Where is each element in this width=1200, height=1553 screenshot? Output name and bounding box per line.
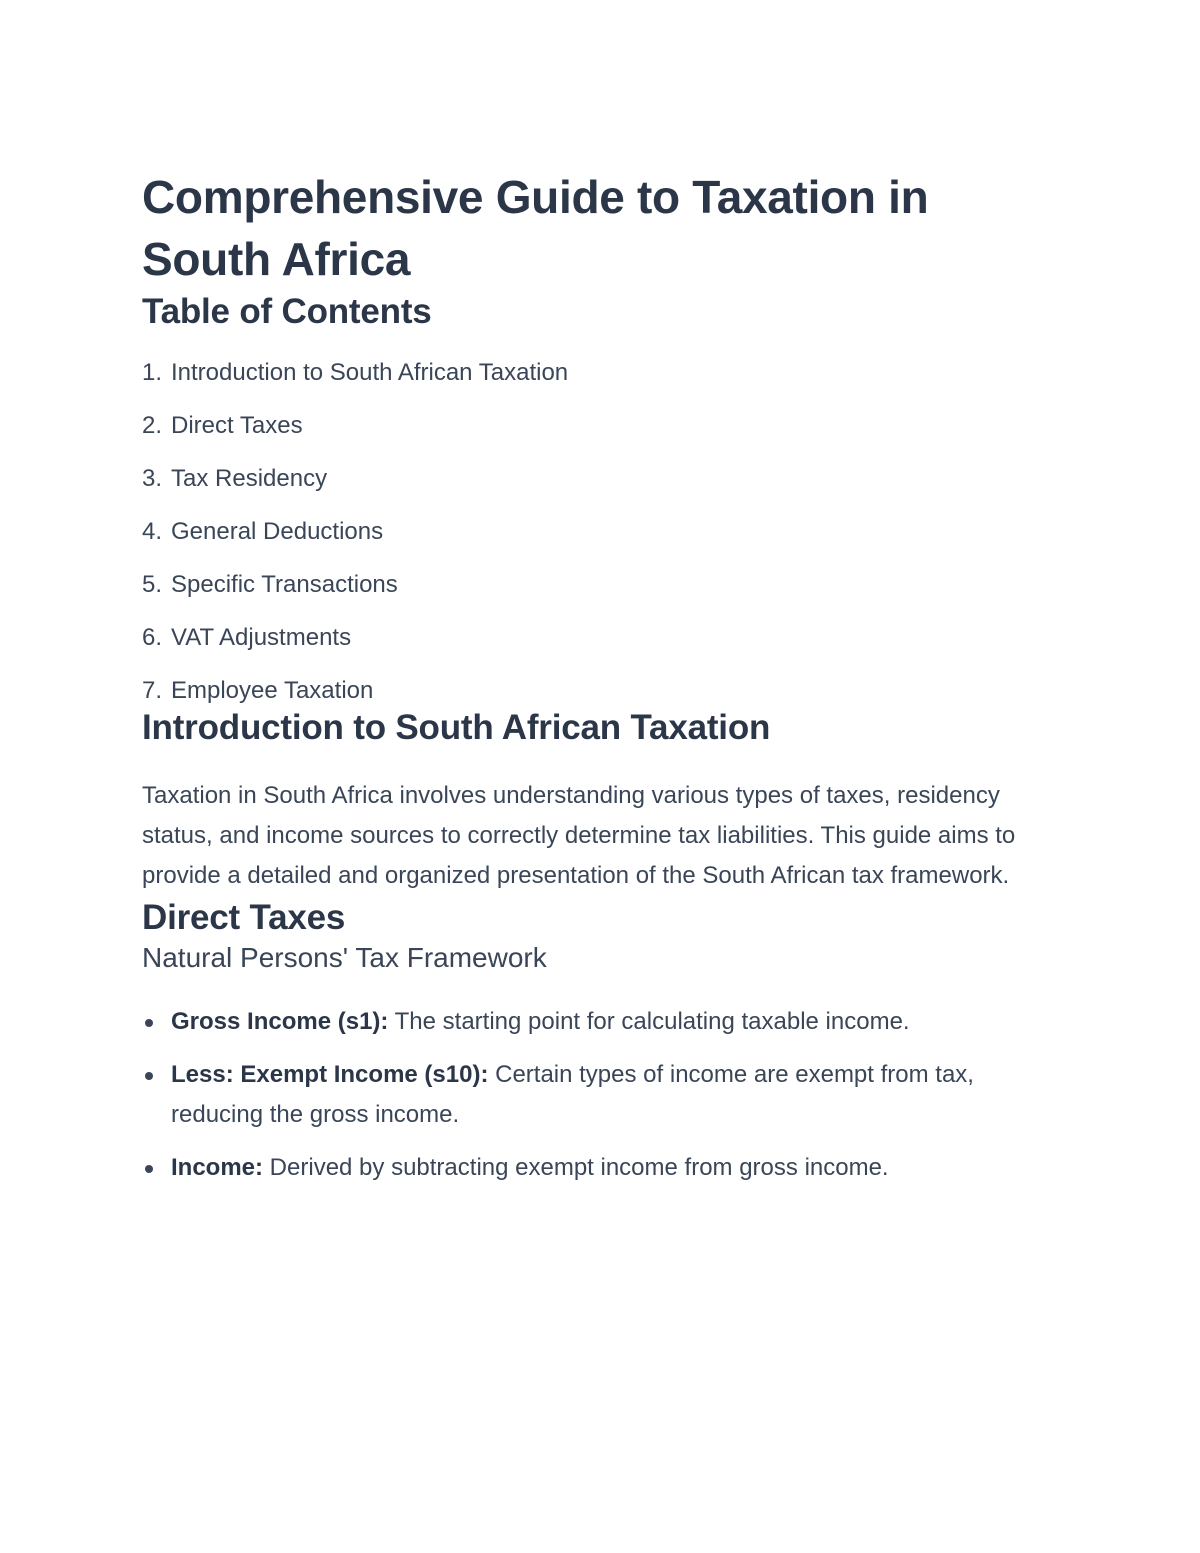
list-item bbox=[142, 1002, 1071, 1042]
list-item-text: Derived by subtracting exempt income from gross income. bbox=[263, 1154, 889, 1181]
toc-item[interactable] bbox=[142, 464, 1060, 494]
toc-item-number: 3. bbox=[142, 465, 163, 492]
list-item-term: Gross Income (s1): bbox=[171, 1008, 389, 1035]
toc-item-number: 2. bbox=[142, 412, 163, 439]
toc-item[interactable] bbox=[142, 570, 1060, 600]
tax-framework-list bbox=[142, 1002, 1060, 1188]
toc-item[interactable] bbox=[142, 358, 1060, 388]
toc-item-label: Tax Residency bbox=[171, 465, 328, 492]
toc-item-label: Specific Transactions bbox=[171, 571, 398, 598]
list-item-text: The starting point for calculating taxable income. bbox=[388, 1008, 910, 1035]
toc-item-number: 5. bbox=[142, 571, 163, 598]
list-item-text: Certain types of income are exempt from tax, reducing the gross income. bbox=[171, 1061, 974, 1128]
direct-taxes-heading: Direct Taxes bbox=[142, 898, 346, 937]
toc-item-label: General Deductions bbox=[171, 518, 384, 545]
toc-item-number: 4. bbox=[142, 518, 163, 545]
toc-item[interactable] bbox=[142, 517, 1060, 547]
list-item bbox=[142, 1055, 1071, 1135]
toc-item-number: 6. bbox=[142, 624, 163, 651]
toc-item-number: 1. bbox=[142, 359, 163, 386]
toc-item-label: Direct Taxes bbox=[171, 412, 303, 439]
toc-item-label: VAT Adjustments bbox=[171, 624, 352, 651]
introduction-heading: Introduction to South African Taxation bbox=[142, 708, 771, 747]
toc-item[interactable] bbox=[142, 623, 1060, 653]
list-item bbox=[142, 1148, 1071, 1188]
toc-item-label: Introduction to South African Taxation bbox=[171, 359, 569, 386]
document-title: Comprehensive Guide to Taxation in South Africa bbox=[142, 171, 929, 285]
toc-heading: Table of Contents bbox=[142, 292, 432, 331]
toc-item[interactable] bbox=[142, 676, 1060, 706]
toc-item-number: 7. bbox=[142, 677, 163, 704]
introduction-paragraph: Taxation in South Africa involves understanding various types of taxes, residency status, and income sources to correctly determine tax liabilities. This guide aims to provide a detailed and organized presentation of the South African tax framework. bbox=[142, 782, 1016, 889]
list-item-term: Income: bbox=[171, 1154, 264, 1181]
toc-list bbox=[142, 358, 1060, 706]
toc-item-label: Employee Taxation bbox=[171, 677, 374, 704]
list-item-term: Less: Exempt Income (s10): bbox=[171, 1061, 489, 1088]
natural-persons-subheading: Natural Persons' Tax Framework bbox=[142, 942, 547, 973]
toc-item[interactable] bbox=[142, 411, 1060, 441]
